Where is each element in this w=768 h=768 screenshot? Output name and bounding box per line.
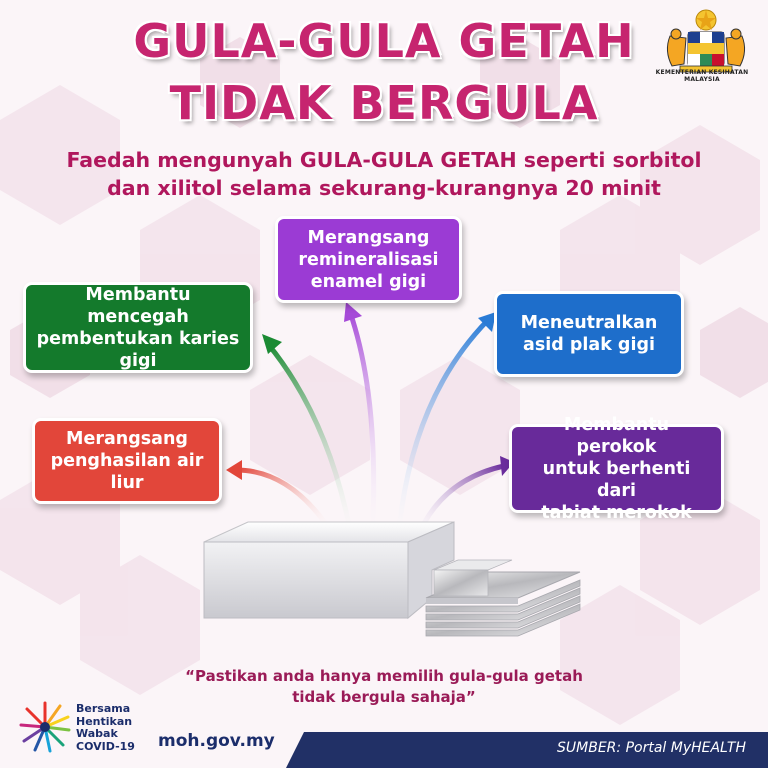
campaign-line: Bersama	[76, 702, 131, 715]
quote-line1: “Pastikan anda hanya memilih gula-gula getah	[185, 667, 583, 685]
page-title-line2: TIDAK BERGULA	[169, 76, 599, 130]
subtitle-line2: dan xilitol selama sekurang-kurangnya 20 minit	[107, 176, 661, 200]
benefit-text: enamel gigi	[310, 271, 427, 292]
campaign-line: Wabak	[76, 727, 118, 740]
benefit-text: remineralisasi	[298, 249, 439, 270]
benefit-text: penghasilan air	[50, 451, 204, 471]
benefit-text: Merangsang	[66, 429, 188, 449]
campaign-line: COVID-19	[76, 739, 135, 753]
arrowhead-purple	[344, 302, 362, 322]
benefit-box-remineralisation	[275, 216, 462, 303]
arrowhead-red	[226, 460, 242, 480]
quote-line2: tidak bergula sahaja”	[292, 688, 476, 706]
benefit-text: Membantu mencegah	[85, 284, 191, 327]
sun-burst-logo-icon	[18, 700, 72, 754]
benefit-text: Meneutralkan	[520, 313, 658, 333]
page-title-line1: GULA-GULA GETAH	[133, 14, 635, 68]
benefit-text: tabiat merokok	[541, 502, 692, 523]
benefit-box-saliva	[32, 418, 222, 504]
website-link[interactable]: moh.gov.my	[158, 731, 275, 751]
benefit-text: Merangsang	[307, 227, 430, 248]
benefit-text: gigi	[119, 350, 157, 371]
benefit-text: liur	[110, 473, 144, 493]
benefit-text: pembentukan karies	[36, 328, 240, 349]
benefit-text: untuk berhenti dari	[542, 458, 691, 501]
benefit-box-neutralise-acid	[494, 291, 684, 377]
benefit-text: asid plak gigi	[523, 335, 655, 355]
subtitle-line1: Faedah mengunyah GULA-GULA GETAH seperti sorbitol	[66, 148, 702, 172]
source-credit: SUMBER: Portal MyHEALTH	[557, 740, 746, 756]
campaign-line: Hentikan	[76, 714, 133, 728]
benefit-text: Membantu perokok	[563, 414, 670, 457]
ministry-name: KEMENTERIAN KESIHATAN MALAYSIA	[655, 69, 749, 83]
benefit-box-caries-prevention	[23, 282, 253, 373]
campaign-text	[76, 703, 135, 753]
chewing-gum-pack-illustration	[190, 500, 590, 650]
